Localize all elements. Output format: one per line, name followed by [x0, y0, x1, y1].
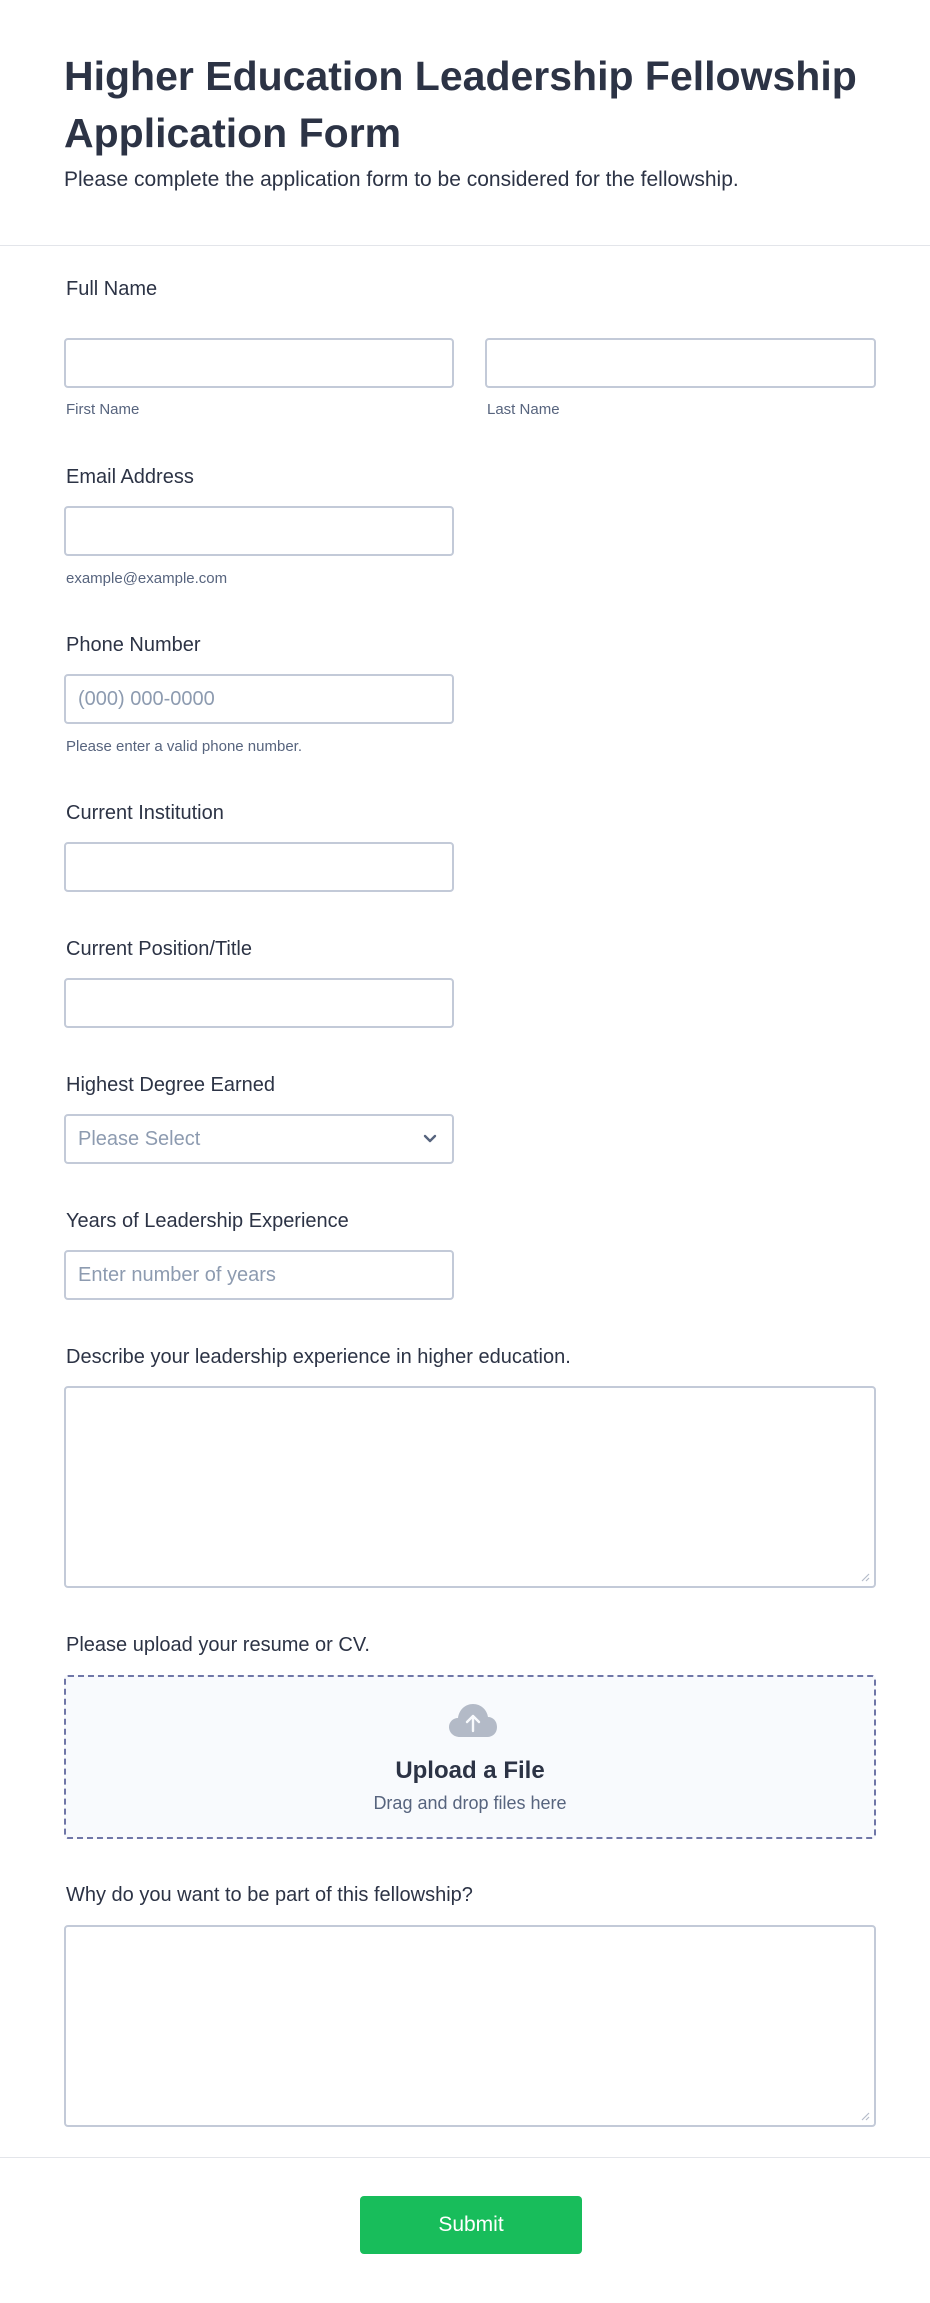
email-sublabel: example@example.com	[66, 570, 228, 587]
form-subtitle: Please complete the application form to be considered for the fellowship.	[64, 168, 739, 191]
upload-title: Upload a File	[395, 1757, 545, 1784]
institution-input[interactable]	[64, 842, 454, 892]
submit-button[interactable]: Submit	[360, 2196, 582, 2254]
cloud-upload-icon	[448, 1703, 498, 1739]
institution-label: Current Institution	[66, 802, 224, 824]
resize-handle-icon[interactable]	[860, 1572, 870, 1582]
position-label: Current Position/Title	[66, 938, 252, 960]
form-header	[0, 0, 930, 246]
phone-input[interactable]	[64, 674, 454, 724]
motivation-label: Why do you want to be part of this fellowship?	[66, 1884, 473, 1906]
degree-select[interactable]	[64, 1114, 454, 1164]
email-label: Email Address	[66, 466, 194, 488]
chevron-down-icon	[420, 1129, 440, 1149]
leadership-description-label: Describe your leadership experience in higher education.	[66, 1346, 571, 1368]
experience-years-label: Years of Leadership Experience	[66, 1210, 349, 1232]
footer-divider	[0, 2157, 930, 2158]
degree-label: Highest Degree Earned	[66, 1074, 276, 1096]
form-title: Higher Education Leadership Fellowship Application Form	[64, 53, 857, 156]
leadership-description-textarea[interactable]	[64, 1386, 876, 1588]
first-name-input[interactable]	[64, 338, 454, 388]
phone-sublabel: Please enter a valid phone number.	[66, 738, 302, 755]
last-name-sublabel: Last Name	[487, 401, 560, 418]
full-name-label: Full Name	[66, 278, 158, 300]
first-name-sublabel: First Name	[66, 401, 140, 418]
upload-hint: Drag and drop files here	[373, 1793, 567, 1813]
resume-upload-label: Please upload your resume or CV.	[66, 1634, 370, 1656]
position-input[interactable]	[64, 978, 454, 1028]
phone-label: Phone Number	[66, 634, 201, 656]
last-name-input[interactable]	[485, 338, 876, 388]
degree-selected-value: Please Select	[78, 1127, 201, 1150]
resize-handle-icon[interactable]	[860, 2111, 870, 2121]
email-input[interactable]	[64, 506, 454, 556]
resume-upload-dropzone[interactable]	[64, 1675, 876, 1839]
motivation-textarea[interactable]	[64, 1925, 876, 2127]
experience-years-input[interactable]	[64, 1250, 454, 1300]
